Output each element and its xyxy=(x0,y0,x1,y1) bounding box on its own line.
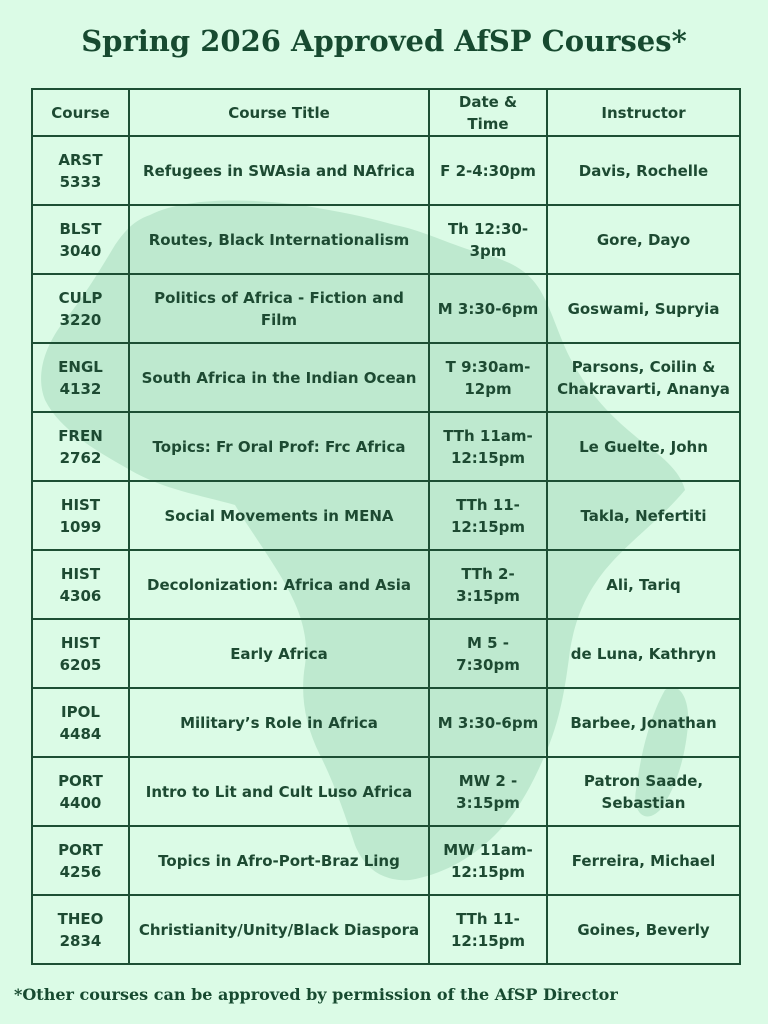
page-title: Spring 2026 Approved AfSP Courses* xyxy=(81,24,687,58)
table-row xyxy=(32,274,740,343)
course-code-cell xyxy=(32,826,129,895)
course-code-cell-line: 4400 xyxy=(59,793,102,812)
date-time-cell-line: M 3:30-6pm xyxy=(437,713,539,732)
instructor-cell xyxy=(547,274,740,343)
courses-table xyxy=(31,88,741,965)
course-code-cell xyxy=(32,688,129,757)
course-code-cell xyxy=(32,343,129,412)
course-code-cell-line: 4484 xyxy=(59,724,102,743)
date-time-cell xyxy=(429,895,547,964)
instructor-cell xyxy=(547,757,740,826)
instructor-cell xyxy=(547,136,740,205)
date-time-cell-line: TTh 11- xyxy=(456,909,520,928)
course-code-cell-line: FREN xyxy=(58,426,103,445)
date-time-cell-line: Th 12:30- xyxy=(447,219,529,238)
table-row xyxy=(32,688,740,757)
course-code-cell xyxy=(32,481,129,550)
date-time-cell xyxy=(429,619,547,688)
course-rows xyxy=(32,136,740,964)
course-code-cell-line: 5333 xyxy=(59,172,102,191)
instructor-cell xyxy=(547,688,740,757)
instructor-cell-line: Goines, Beverly xyxy=(577,920,710,939)
instructor-cell-line: de Luna, Kathryn xyxy=(570,644,717,663)
course-title-cell: Topics in Afro-Port-Braz Ling xyxy=(129,826,429,895)
footnote: *Other courses can be approved by permission of the AfSP Director xyxy=(14,985,618,1004)
course-code-cell-line: 2834 xyxy=(59,931,102,950)
table-row xyxy=(32,136,740,205)
date-time-cell xyxy=(429,688,547,757)
instructor-cell xyxy=(547,826,740,895)
course-code-cell xyxy=(32,550,129,619)
course-title-cell: Decolonization: Africa and Asia xyxy=(129,550,429,619)
course-code-cell-line: HIST xyxy=(60,495,101,514)
course-code-cell xyxy=(32,274,129,343)
course-code-cell-line: HIST xyxy=(60,633,101,652)
course-code-cell-line: 4132 xyxy=(59,379,102,398)
instructor-cell xyxy=(547,550,740,619)
date-time-cell-line: M 3:30-6pm xyxy=(437,299,539,318)
table-row xyxy=(32,895,740,964)
date-time-cell xyxy=(429,550,547,619)
date-time-cell-line: 12:15pm xyxy=(450,931,526,950)
instructor-cell-line: Chakravarti, Ananya xyxy=(557,379,730,398)
date-time-cell-line: MW 2 - xyxy=(458,771,518,790)
date-time-cell-line: TTh 2- xyxy=(461,564,515,583)
table-header-row xyxy=(32,89,740,136)
course-code-cell-line: 6205 xyxy=(59,655,102,674)
instructor-cell-line: Goswami, Supryia xyxy=(567,299,720,318)
instructor-cell-line: Davis, Rochelle xyxy=(578,161,709,180)
header-date-time: Date & Time xyxy=(429,89,547,136)
course-code-cell-line: HIST xyxy=(60,564,101,583)
course-code-cell xyxy=(32,757,129,826)
instructor-cell-line: Parsons, Coilin & xyxy=(571,357,716,376)
course-code-cell-line: ARST xyxy=(58,150,103,169)
course-code-cell-line: 3040 xyxy=(59,241,102,260)
header-course: Course xyxy=(32,89,129,136)
date-time-cell-line: 3:15pm xyxy=(456,586,520,605)
course-title-cell: Refugees in SWAsia and NAfrica xyxy=(129,136,429,205)
date-time-cell xyxy=(429,757,547,826)
date-time-cell-line: 7:30pm xyxy=(456,655,520,674)
instructor-cell-line: Patron Saade, xyxy=(583,771,704,790)
instructor-cell xyxy=(547,412,740,481)
instructor-cell xyxy=(547,895,740,964)
course-title-cell: Christianity/Unity/Black Diaspora xyxy=(129,895,429,964)
course-code-cell-line: BLST xyxy=(59,219,102,238)
table-row xyxy=(32,205,740,274)
table-row xyxy=(32,550,740,619)
course-code-cell-line: IPOL xyxy=(61,702,100,721)
instructor-cell-line: Sebastian xyxy=(601,793,686,812)
course-code-cell xyxy=(32,412,129,481)
course-code-cell-line: THEO xyxy=(57,909,104,928)
date-time-cell-line: 12:15pm xyxy=(450,448,526,467)
table-row xyxy=(32,619,740,688)
date-time-cell-line: 12pm xyxy=(464,379,512,398)
instructor-cell-line: Gore, Dayo xyxy=(596,230,691,249)
date-time-cell-line: T 9:30am- xyxy=(445,357,531,376)
date-time-cell xyxy=(429,481,547,550)
course-title-cell: Social Movements in MENA xyxy=(129,481,429,550)
table-row xyxy=(32,343,740,412)
instructor-cell-line: Ali, Tariq xyxy=(606,575,681,594)
table-row xyxy=(32,412,740,481)
instructor-cell xyxy=(547,481,740,550)
table-row xyxy=(32,757,740,826)
date-time-cell xyxy=(429,412,547,481)
instructor-cell-line: Le Guelte, John xyxy=(579,437,708,456)
date-time-cell xyxy=(429,826,547,895)
date-time-cell-line: TTh 11- xyxy=(456,495,520,514)
date-time-cell xyxy=(429,274,547,343)
date-time-cell xyxy=(429,205,547,274)
date-time-cell-line: 12:15pm xyxy=(450,862,526,881)
course-title-cell: South Africa in the Indian Ocean xyxy=(129,343,429,412)
course-code-cell xyxy=(32,136,129,205)
date-time-cell-line: F 2-4:30pm xyxy=(440,161,536,180)
table-row xyxy=(32,826,740,895)
date-time-cell-line: M 5 - xyxy=(466,633,510,652)
instructor-cell-line: Barbee, Jonathan xyxy=(570,713,717,732)
course-code-cell-line: 3220 xyxy=(59,310,102,329)
instructor-cell-line: Takla, Nefertiti xyxy=(580,506,707,525)
table-row xyxy=(32,481,740,550)
instructor-cell xyxy=(547,343,740,412)
date-time-cell-line: MW 11am- xyxy=(443,840,533,859)
header-instructor: Instructor xyxy=(547,89,740,136)
course-title-cell: Early Africa xyxy=(129,619,429,688)
instructor-cell xyxy=(547,205,740,274)
course-title-cell: Topics: Fr Oral Prof: Frc Africa xyxy=(129,412,429,481)
date-time-cell xyxy=(429,136,547,205)
course-code-cell-line: 4306 xyxy=(59,586,102,605)
instructor-cell xyxy=(547,619,740,688)
date-time-cell-line: 3pm xyxy=(469,241,507,260)
course-title-cell: Politics of Africa - Fiction and Film xyxy=(129,274,429,343)
course-code-cell xyxy=(32,895,129,964)
course-code-cell-line: CULP xyxy=(58,288,103,307)
course-code-cell xyxy=(32,205,129,274)
course-title-cell: Intro to Lit and Cult Luso Africa xyxy=(129,757,429,826)
date-time-cell-line: 12:15pm xyxy=(450,517,526,536)
date-time-cell-line: TTh 11am- xyxy=(443,426,533,445)
course-code-cell-line: PORT xyxy=(58,840,103,859)
course-title-cell: Routes, Black Internationalism xyxy=(129,205,429,274)
course-code-cell-line: 4256 xyxy=(59,862,102,881)
course-code-cell xyxy=(32,619,129,688)
date-time-cell xyxy=(429,343,547,412)
course-code-cell-line: 2762 xyxy=(59,448,102,467)
date-time-cell-line: 3:15pm xyxy=(456,793,520,812)
course-code-cell-line: ENGL xyxy=(58,357,103,376)
course-code-cell-line: PORT xyxy=(58,771,103,790)
instructor-cell-line: Ferreira, Michael xyxy=(571,851,716,870)
course-title-cell: Military’s Role in Africa xyxy=(129,688,429,757)
header-course-title: Course Title xyxy=(129,89,429,136)
course-code-cell-line: 1099 xyxy=(59,517,102,536)
